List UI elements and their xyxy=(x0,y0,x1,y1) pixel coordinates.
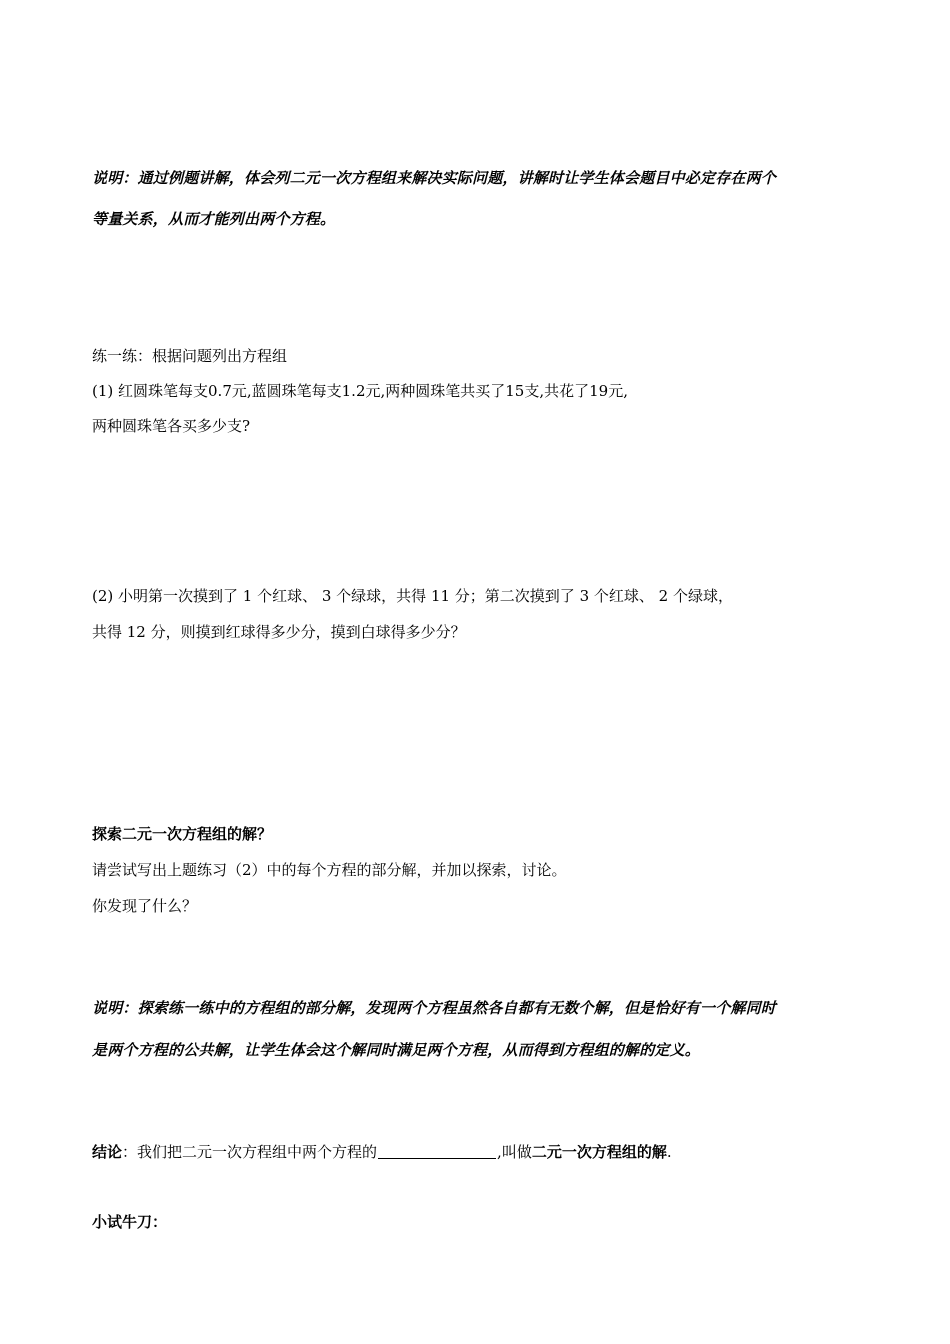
note-1-line-1: 说明：通过例题讲解，体会列二元一次方程组来解决实际问题，讲解时让学生体会题目中必定存在两个 xyxy=(92,169,777,187)
explore-line-1: 请尝试写出上题练习（2）中的每个方程的部分解，并加以探索，讨论。 xyxy=(92,861,567,879)
note-2-line-2: 是两个方程的公共解，让学生体会这个解同时满足两个方程，从而得到方程组的解的定义。 xyxy=(92,1041,701,1059)
conclusion-period: . xyxy=(666,1143,672,1161)
note-2-line-1: 说明：探索练一练中的方程组的部分解，发现两个方程虽然各自都有无数个解，但是恰好有一个解同时 xyxy=(92,999,777,1017)
conclusion-line xyxy=(92,1142,672,1162)
conclusion-term: 二元一次方程组的解 xyxy=(531,1143,667,1161)
note-1-line-2: 等量关系，从而才能列出两个方程。 xyxy=(92,210,336,228)
trial-heading: 小试牛刀： xyxy=(92,1213,168,1231)
conclusion-label: 结论 xyxy=(92,1143,123,1161)
conclusion-colon: ： xyxy=(122,1143,138,1161)
explore-line-2: 你发现了什么？ xyxy=(92,897,198,915)
conclusion-text-middle: ,叫做 xyxy=(497,1143,532,1161)
question-1-line-1: (1) 红圆珠笔每支0.7元,蓝圆珠笔每支1.2元,两种圆珠笔共买了15支,共花了19元, xyxy=(92,382,628,400)
question-2-line-1: (2) 小明第一次摸到了 1 个红球、 3 个绿球，共得 11 分；第二次摸到了 3 个红球、 2 个绿球， xyxy=(92,587,733,605)
question-1-line-2: 两种圆珠笔各买多少支? xyxy=(92,417,251,435)
conclusion-text-before: 我们把二元一次方程组中两个方程的 xyxy=(137,1143,378,1161)
answer-blank[interactable] xyxy=(378,1143,496,1159)
practice-heading: 练一练：根据问题列出方程组 xyxy=(92,347,288,365)
question-2-line-2: 共得 12 分，则摸到红球得多少分，摸到白球得多少分？ xyxy=(92,623,466,641)
explore-heading: 探索二元一次方程组的解？ xyxy=(92,825,273,843)
